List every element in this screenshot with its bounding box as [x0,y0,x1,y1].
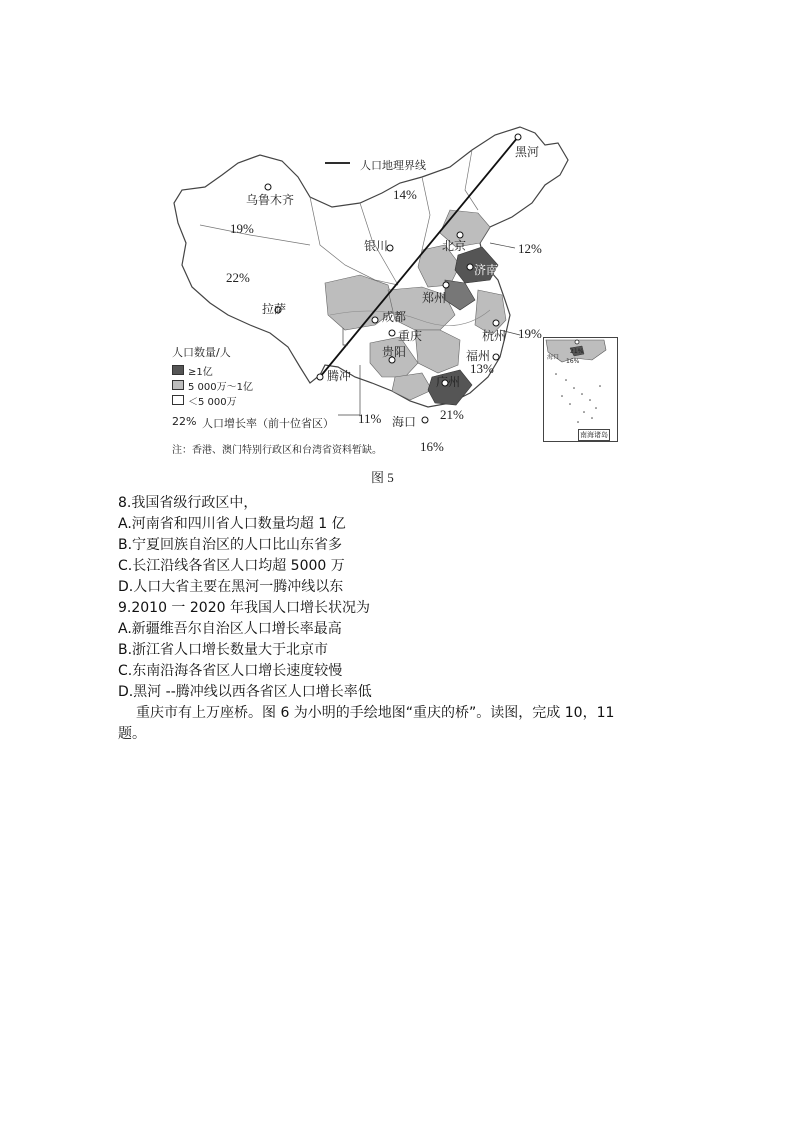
city-hangzhou: 杭州 [482,329,507,343]
legend-rate-text: 人口增长率（前十位省区） [202,417,334,430]
city-haikou: 海口 [392,415,417,429]
city-tengchong: 腾冲 [327,369,352,383]
city-yinchuan: 银川 [364,239,389,253]
question-8-stem: 8.我国省级行政区中， [118,495,258,511]
pct-11: 11% [358,411,382,426]
question-8-option-d: D.人口大省主要在黑河一腾冲线以东 [118,579,344,595]
pct-19-west: 19% [230,221,254,236]
city-chengdu: 成都 [382,310,407,324]
question-8-option-b: B.宁夏回族自治区的人口比山东省多 [118,537,343,553]
city-lhasa: 拉萨 [262,302,287,316]
city-urumqi: 乌鲁木齐 [246,193,295,207]
city-zhengzhou: 郑州 [422,291,447,305]
pct-13: 13% [470,361,494,376]
legend-dark-label: ≥1亿 [188,367,213,378]
question-9-stem: 9.2010 一 2020 年我国人口增长状况为 [118,600,370,616]
intro-line-2: 题。 [118,726,146,742]
figure-caption: 图 5 [371,470,394,485]
pct-19-east: 19% [518,326,542,341]
legend-line-label: 人口地理界线 [360,159,426,172]
pct-22: 22% [226,270,250,285]
legend-rate-sample: 22% [172,415,197,428]
city-chongqing: 重庆 [398,329,423,343]
pct-16: 16% [420,439,444,454]
question-8-option-a: A.河南省和四川省人口数量均超 1 亿 [118,516,346,532]
pct-14: 14% [393,187,417,202]
city-guangzhou: 广州 [436,375,461,389]
legend-dark-swatch [172,365,184,375]
city-heihe: 黑河 [515,145,540,159]
question-8-option-c: C.长江沿线各省区人口均超 5000 万 [118,558,345,574]
city-guiyang: 贵阳 [382,345,407,359]
legend-light-label: ＜5 000万 [188,397,237,408]
question-9-option-a: A.新疆维吾尔自治区人口增长率最高 [118,621,342,637]
south-china-sea-inset [543,337,618,442]
question-9-option-c: C.东南沿海各省区人口增长速度较慢 [118,663,343,679]
city-fuzhou: 福州 [466,349,491,363]
city-jinan: 济南 [474,263,499,277]
inset-city-haikou: 海口 [547,354,560,361]
inset-label: 南海诸岛 [580,431,608,439]
city-beijing: 北京 [442,239,467,253]
inset-pct-16: 16% [566,358,580,365]
pct-12: 12% [518,241,542,256]
pct-21: 21% [440,407,464,422]
legend-light-swatch [172,395,184,405]
legend-mid-swatch [172,380,184,390]
intro-line-1: 重庆市有上万座桥。图 6 为小明的手绘地图“重庆的桥”。读图，完成 10，11 [136,705,615,721]
question-9-option-d: D.黑河 --腾冲线以西各省区人口增长率低 [118,684,372,700]
map-note: 注：香港、澳门特别行政区和台湾省资料暂缺。 [172,445,382,456]
legend-title: 人口数量/人 [172,346,231,359]
population-map [160,115,620,460]
inset-pct-21: 21% [570,348,584,355]
legend-mid-label: 5 000万～1亿 [188,382,253,393]
question-9-option-b: B.浙江省人口增长数量大于北京市 [118,642,329,658]
